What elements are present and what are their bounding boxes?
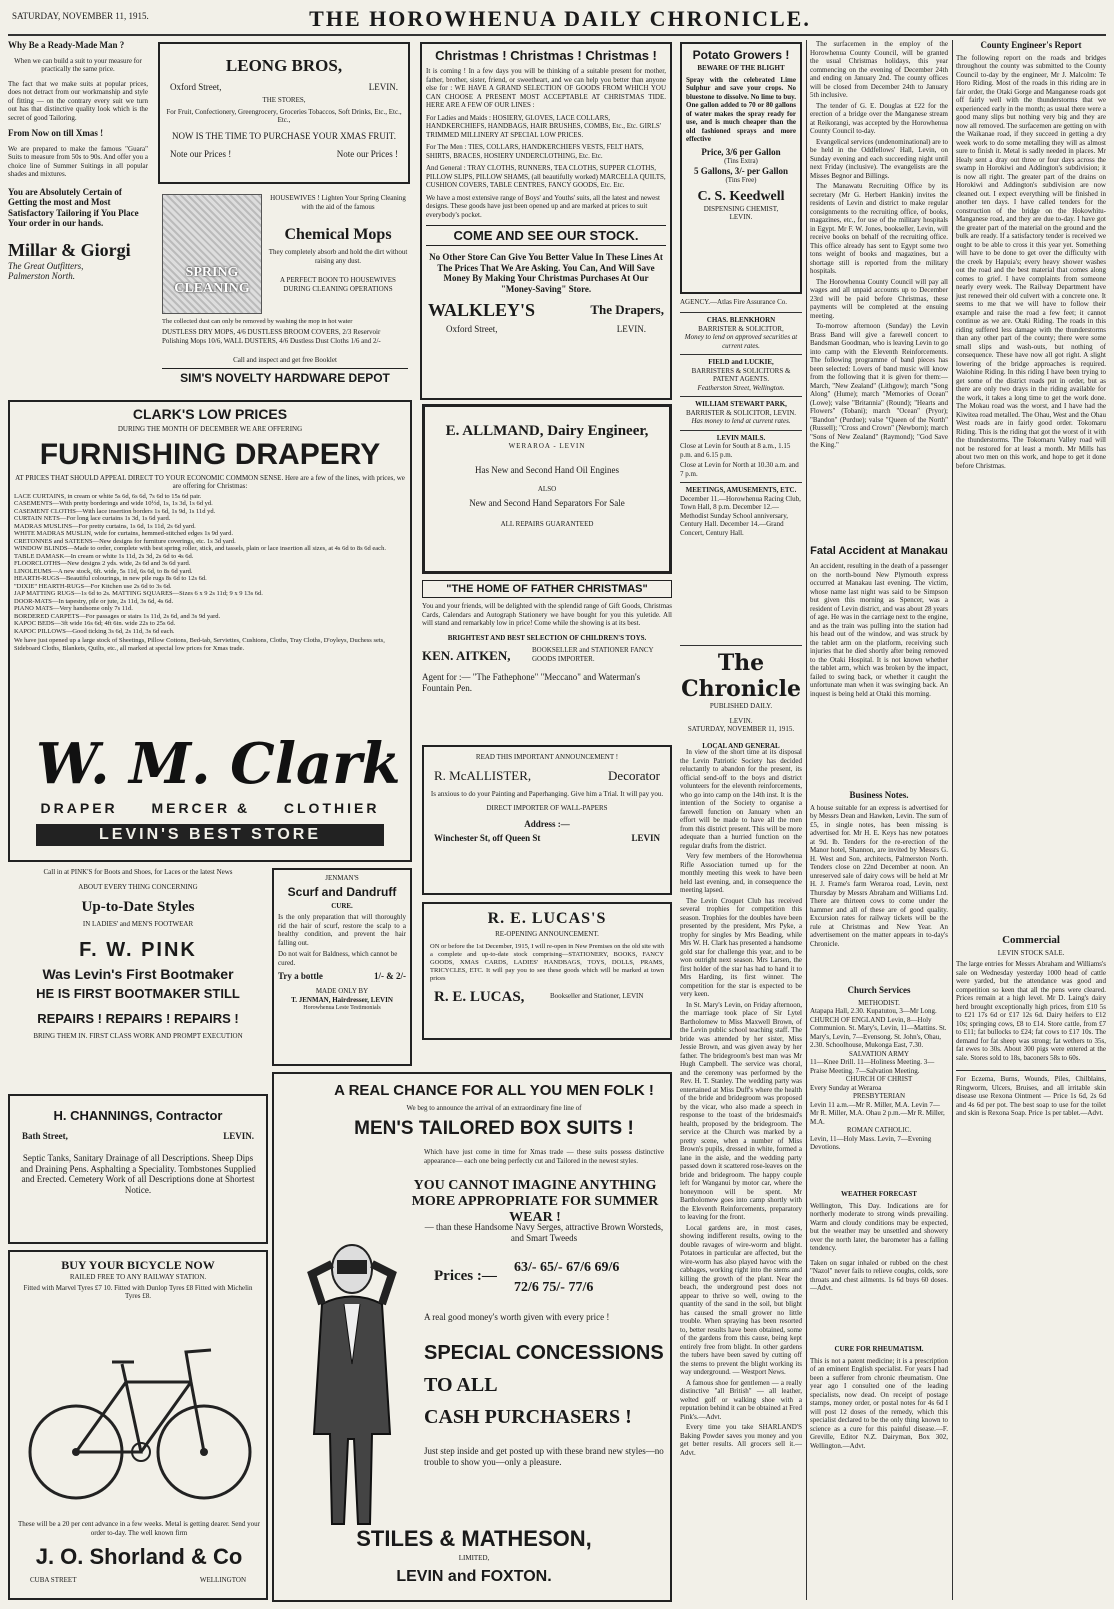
mops-perfect: A PERFECT BOON TO HOUSEWIVES DURING CLEANING OPERATIONS — [280, 276, 396, 293]
walkley-name: WALKLEY'S — [428, 300, 536, 320]
clark-list-item: LACE CURTAINS, in cream or white 5s 6d, 6s 6d, 7s 6d to 15s 6d pair. — [14, 492, 202, 500]
news-paragraph: The Horowhenua County Council will pay all wages and all unpaid accounts up to December 23rd will be paid before Christmas, these payments will be completed at the ensuing meeting. — [810, 277, 948, 320]
clark-list-item: "DIXIE" HEARTH-RUGS—For Kitchen use 2s 6d to 3s 6d. — [14, 582, 172, 590]
stiles-sp1: SPECIAL CONCESSIONS — [424, 1342, 664, 1364]
pink-in: IN LADIES' and MEN'S FOOTWEAR — [82, 920, 194, 928]
clark-list-item: CASEMENTS—With pretty borderings and wide 10½d, 1s, 1s 3d, 1s 6d yd. — [14, 500, 213, 507]
ad-clarks — [8, 400, 412, 862]
bicycle-railed: RAILED FREE TO ANY RAILWAY STATION. — [69, 1273, 207, 1281]
millar-certain: You are Absolutely Certain of Getting the most and Most Satisfactory Tailoring if You Place Your order in our hands. — [8, 186, 139, 228]
spring-cleaning-image: SPRING CLEANING — [162, 194, 262, 314]
mcallister-town: LEVIN — [631, 833, 660, 843]
stiles-ann: We beg to announce the arrival of an extraordinary fine line of — [406, 1104, 582, 1112]
leong-street: Oxford Street, — [170, 82, 222, 92]
chronicle-town: LEVIN. — [729, 716, 753, 725]
rheum-body: This is not a patent medicine; it is a prescription of an eminent English specialist. For years I had been a sufferer from chronic rheumatism. One year ago I consulted one of the leading specialists, now dead. On receipt of postage stamps, money order, or postal notes for 4s 6d I will post 12 doses of the remedy, which this specialist declared to be the only thing known to science as a cure for this painful disease.—F. Greville, Editor N.Z. Dairyman, Box 302, Wellington.—Advt. — [810, 1356, 948, 1450]
mcallister-street: Winchester St, off Queen St — [434, 833, 541, 843]
jenman-cure: CURE. — [331, 901, 353, 910]
county-engineer — [956, 40, 1106, 930]
ad-allmand — [422, 404, 672, 574]
news-paragraph: The Manawatu Recruiting Office by its secretary (Mr G. Herbert Hankin) invites the residents of Levin and district to make regular consignments to the recruiting office, of books, magazines, etc., for use of the military hospitals in Egypt. Mr F. W. Jones, bookseller, Levin, will receive books on behalf of the recruiting office. This office already has sent to Egypt some two tons weight of books and magazines, but a shortage still is reported from the military hospitals. — [810, 182, 948, 275]
lawyer-1-note: Money to lend on approved securities at current rates. — [684, 333, 798, 350]
channings-body: Septic Tanks, Sanitary Drainage of all Descriptions. Sheep Dips and Draining Pens. Asphalting a Speciality. Tombstones Supplied and Erected. Cemetery Work of all Descriptions done at Shortest Notice. — [20, 1153, 256, 1195]
fatal-head: Fatal Accident at Manakau — [810, 545, 948, 557]
clark-role-clothier: CLOTHIER — [283, 800, 380, 816]
clark-drapery: FURNISHING DRAPERY — [39, 437, 381, 471]
leong-name: LEONG BROS, — [225, 56, 343, 75]
mops-shop: SIM'S NOVELTY HARDWARE DEPOT — [162, 368, 408, 385]
ad-mcallister — [422, 745, 672, 895]
chronicle-title: The Chronicle — [681, 650, 801, 702]
lucas-sig: R. E. LUCAS, — [434, 988, 525, 1005]
mcallister-role: Decorator — [608, 767, 660, 783]
clark-list-item: TABLE DAMASK—In cream or white 1s 11d, 2s 3d, 2s 6d to 4s 6d. — [14, 552, 194, 560]
bicycle-head: BUY YOUR BICYCLE NOW — [61, 1258, 215, 1272]
clark-list-item: DOOR-MATS—In tapestry, pile or jute, 2s 11d, 3s 6d, 4s 6d. — [14, 597, 174, 605]
lawyer-3-title: BARRISTER & SOLICITOR, LEVIN. — [685, 408, 797, 417]
stiles-head: A REAL CHANCE FOR ALL YOU MEN FOLK ! — [334, 1082, 654, 1099]
allmand-name: E. ALLMAND, Dairy Engineer, — [445, 423, 649, 439]
potato-name: C. S. Keedwell — [697, 188, 785, 204]
jenman-note: Do not wait for Baldness, which cannot be cured. — [278, 950, 398, 967]
clark-list — [14, 493, 406, 653]
channings-name: H. CHANNINGS, Contractor — [53, 1108, 223, 1123]
church-pres: PRESBYTERIAN — [852, 1092, 906, 1100]
stiles-than: — than these Handsome Navy Serges, attractive Brown Worsteds, and Smart Tweeds — [424, 1222, 664, 1243]
lucas-name: R. E. LUCAS'S — [487, 910, 607, 927]
clark-low: CLARK'S LOW PRICES — [132, 406, 288, 422]
millar-head: Why Be a Ready-Made Man ? — [8, 40, 125, 50]
stiles-prices-row2: 72/6 75/- 77/6 — [514, 1280, 594, 1295]
church-rc-body: Levin, 11—Holy Mass. Levin, 7—Evening Devotions. — [810, 1134, 932, 1151]
millar-firm: Millar & Giorgi — [8, 239, 131, 260]
clark-list-item: FLOORCLOTHS—New designs 2 yds. wide, 2s 6d and 3s 6d yard. — [14, 560, 191, 567]
lawyer-2-name: FIELD and LUCKIE, — [680, 354, 802, 367]
church-salv: SALVATION ARMY — [848, 1049, 910, 1058]
allmand-town: WERAROA - LEVIN — [508, 442, 586, 450]
clark-role-draper: DRAPER — [40, 800, 118, 816]
stiles-sp3: CASH PURCHASERS ! — [424, 1406, 632, 1428]
walkley-drapers: The Drapers, — [590, 302, 664, 317]
business-head: Business Notes. — [849, 790, 909, 800]
leong-goods: For Fruit, Confectionery, Greengrocery, Groceries Tobaccos, Soft Drinks, Etc., Etc., Etc., — [166, 107, 402, 124]
stiles-title: MEN'S TAILORED BOX SUITS ! — [354, 1118, 634, 1139]
clark-during: DURING THE MONTH OF DECEMBER WE ARE OFFERING — [117, 425, 303, 433]
allmand-l3: New and Second Hand Separators For Sale — [469, 497, 625, 508]
local-paragraph: Very few members of the Horowhenua Rifle Association turned up for the monthly meeting this week to have been held last evening, and, in consequence the meeting lapsed. — [680, 852, 802, 894]
news-paragraph: Evangelical services (undenominational) are to be held in the Oddfellows' Hall, Levin, on Sunday evening and each succeeding night until next Friday (inclusive). The evangelists are the Misses Begnor and Billings. — [810, 137, 948, 180]
pink-is: HE IS FIRST BOOTMAKER STILL — [36, 985, 240, 1001]
mcallister-read: READ THIS IMPORTANT ANNOUNCEMENT ! — [475, 753, 619, 761]
ad-lucas — [422, 902, 672, 1040]
chronicle-local: LOCAL AND GENERAL — [702, 741, 780, 750]
potato-tins: (Tins Extra) — [724, 157, 758, 165]
allmand-l1: Has New and Second Hand Oil Engines — [475, 464, 619, 475]
stiles-prices — [434, 1260, 664, 1300]
pink-name: F. W. PINK — [79, 938, 197, 961]
clark-roles — [16, 800, 404, 816]
clark-best: LEVIN'S BEST STORE — [36, 824, 384, 846]
local-paragraph: In view of the short time at its disposal the Levin Patriotic Society has decided reluctantly to abandon for the present, its official send-off to the boys and district volunteers for the eleventh reinforcements, who go into camp on the 14th inst. It is the intention of the Society to organise a farewell function on January when an effort will be made to have all the men from this district present. This will be more adequate than a hurried function on the regular drafts from the district. — [680, 748, 802, 850]
clark-list-item: LINOLEUMS—A new stock, 6ft. wide, 5s 11d, 6s 6d, to 8s 6d yard. — [14, 567, 193, 575]
walkley-town: LEVIN. — [616, 324, 646, 334]
lawyer-1-name: CHAS. BLENKHORN — [680, 312, 802, 325]
stock-sale-head: LEVIN STOCK SALE. — [997, 948, 1065, 957]
lawyer-3-note: Has money to lend at current rates. — [691, 417, 791, 425]
clark-list-item: MADRAS MUSLINS—For pretty curtains, 1s 6d, 1s 11d, 2s 6d yard. — [14, 522, 196, 530]
jenman-maker: T. JENMAN, Hairdresser, LEVIN — [291, 995, 393, 1004]
chronicle-date: SATURDAY, NOVEMBER 11, 1915. — [687, 725, 795, 733]
bicycle-town: WELLINGTON — [199, 1576, 246, 1584]
walkley-general: And General : TRAY CLOTHS, RUNNERS, TEA CLOTHS, SUPPER CLOTHS, PILLOW SLIPS, PILLOW SHAMS, (all beautifully worked) MARCELLA QUILTS, CUSHION COVERS, TABLE CENTRES, FANCY GOODS, Etc. Etc. — [426, 164, 666, 189]
leong-note-right: Note our Prices ! — [336, 149, 398, 159]
lucas-role: Bookseller and Stationer, LEVIN — [550, 991, 644, 1000]
column-legal — [680, 312, 802, 642]
stiles-real: A real good money's worth given with every price ! — [424, 1312, 610, 1322]
allmand-l4: ALL REPAIRS GUARANTEED — [500, 520, 594, 528]
jenman-title: Scurf and Dandruff — [287, 884, 397, 899]
potato-body: Spray with the celebrated Lime Sulphur and save your crops. No bluestone to dissolve. No lime to buy. One gallon added to 70 or 80 gallons of water makes the spray ready for use, and is much cheaper than the old fashioned sprays and more effective — [686, 75, 796, 143]
ad-leong-bros — [158, 42, 410, 184]
masthead-title: THE HOROWHENUA DAILY CHRONICLE. — [309, 6, 811, 31]
clark-list-item: CASEMENT CLOTHS—With lace insertion borders 1s 6d, 1s 9d, 1s 11d yd. — [14, 507, 216, 515]
ad-aitken — [422, 580, 672, 740]
news-column — [810, 40, 948, 540]
jenman-top: JENMAN'S — [325, 874, 359, 882]
clark-stock: We have just opened up a large stock of Sheetings, Pillow Cottons, Bed-tab, Serviettes, Cushions, Cloths, Tray Cloths, D'oyleys, Duchess sets, Sideboard Cloths, Blankets, Quilts, etc., all marked at special low prices for Xmas trade. — [14, 637, 385, 652]
church-pres-body: Levin 11 a.m.—Mr R. Miller, M.A. Levin 7—Mr R. Miller, M.A. Ohau 2 p.m.—Mr R. Miller, M.A. — [810, 1100, 945, 1126]
mops-intro: HOUSEWIVES ! Lighten Your Spring Cleaning with the aid of the famous — [270, 194, 406, 211]
stock-sale-body: The large entries for Messrs Abraham and Williams's sale on Wednesday yesterday 1000 head of cattle were yarded, but the attendance was good and competition so keen that all the pens were cleared. Prices remain at a high level. Mr D. Laing's dairy herd brought exceptionally high prices, from £10 5s to £21 17s 6d or £17 12s 6d. Dairy heifers to £12 10s; springing cows, £8 to £14. Store cattle, from £7 to £11; fat bullocks to £24; fat cows to £17 10s. The demand for fat sheep was strong; fat wethers to 35s, fat ewes to 30s. About 300 pigs were entered at the sale. Stores sold to 18s, baconers 58s to 60s. — [956, 960, 1106, 1062]
millar-town: Palmerston North. — [8, 271, 76, 281]
walkley-men: For The Men : TIES, COLLARS, HANDKERCHIEFS VESTS, FELT HATS, SHIRTS, BRACES, HOSIERY UNDERCLOTHING, Etc. Etc. — [426, 143, 644, 160]
walkley-head: Christmas ! Christmas ! Christmas ! — [435, 48, 657, 63]
ad-sims-mops — [158, 190, 410, 395]
clark-list-item: BORDERED CARPETS—For passages or stairs 1s 11d, 2s 6d, and 3s 9d yard. — [14, 612, 221, 620]
millar-p2: The fact that we make suits at popular prices, does not detract from our workmanship and style of fitting — on the contrary every suit we turn out has that distinctive quality look which is the secret of good Tailoring. — [8, 79, 148, 122]
lawyer-2-note: Featherston Street, Wellington. — [697, 383, 785, 392]
clark-signature: W. M. Clark — [36, 731, 401, 797]
bicycle-name: J. O. Shorland & Co — [35, 1544, 243, 1569]
church-meth-body: Atapapa Hall, 2.30. Kupatutou, 3—Mr Long. CHURCH OF ENGLAND Levin, 8—Holy Communion. St. Mary's, Levin, 11—Mattins. St. Mary's, Levin, 7—Evensong. St. John's, Ohau, 2.30. Schoolhouse, Mukonga East, 7.30. — [810, 1007, 947, 1049]
clark-list-item: KAPOC BEDS—3ft wide 16s 6d; 4ft 6in. wide 22s to 25s 6d. — [14, 620, 176, 627]
potato-agency: AGENCY.—Atlas Fire Assurance Co. — [680, 298, 788, 306]
church-christ: CHURCH OF CHRIST — [845, 1075, 913, 1083]
pink-call: Call in at PINK'S for Boots and Shoes, for Laces or the latest News — [43, 868, 233, 876]
church-services — [810, 985, 948, 1185]
fatal-body: An accident, resulting in the death of a passenger on the north-bound New Plymouth express occurred at Manakau last evening. The victim, whose name last night was said to be Simpson but given this morning as Spencer, was a resident of Levin district, and was about 28 years of age. He was in the carriage next to the engine, and as the train was pulling into the station had his head out of the window, and was struck by the tablet arm on the platform, receiving such injuries that he died shortly after being removed to the Otaki Hospital. It is not known whether the tablet arm, which was broken by the impact, failed to swing back, or whether it caught the unfortunate man when it was swinging back. An inquest is being held at Otaki this morning. — [810, 562, 948, 698]
aitken-body: You and your friends, will be delighted with the splendid range of Gift Goods, Christmas Cards, Calendars and Autograph Stationery we have bought for you this yuletide. All will stand and remarkably low in price! Come while the showing is at its best. — [422, 602, 672, 627]
meetings-body: December 11.—Horowhenua Racing Club, Town Hall, 8 p.m. December 12.—Methodist Sunday School anniversary, Century Hall. December 14.—Grand Concert, Century Hall. — [680, 494, 801, 537]
allmand-l2: ALSO — [537, 485, 557, 493]
mops-prices: DUSTLESS DRY MOPS, 4/6 DUSTLESS BROOM COVERS, 2/3 Reservoir Polishing Mops 10/6, WALL DUSTERS, 4/6 Dustless Dust Cloths 1/6 and 2/- — [162, 328, 381, 345]
local-paragraph: Every time you take SHARLAND'S Baking Powder saves you money and you get better results. All grocers sell it.—Advt. — [680, 1423, 802, 1457]
engineer-head: County Engineer's Report — [980, 40, 1082, 50]
mcallister-anx: Is anxious to do your Painting and Paperhanging. Give him a Trial. It will pay you. — [430, 789, 664, 798]
clark-list-item: CRETONNES and SATEENS—New designs for furniture coverings, etc. 1s 3d yard. — [14, 537, 236, 545]
weather-head: WEATHER FORECAST — [841, 1190, 917, 1198]
mops-call: Call and inspect and get free Booklet — [233, 356, 337, 364]
stiles-desc: Which have just come in time for Xmas trade — these suits possess distinctive appearance— each one being perfectly cut and Tailored in the newest styles. — [424, 1148, 664, 1165]
walkley-ladies: For Ladies and Maids : HOSIERY, GLOVES, LACE COLLARS, HANDKERCHIEFS, HANDBAGS, HAIR BRUSHES, COMBS, Etc., Etc. GIRLS' TRIMMED MILLINERY AT SPECIAL LOW PRICES. — [426, 113, 662, 139]
mails-head: LEVIN MAILS. — [680, 430, 802, 443]
ad-potato-growers — [680, 42, 802, 294]
rheum-head: CURE FOR RHEUMATISM. — [834, 1345, 924, 1353]
jenman-body: Is the only preparation that will thoroughly rid the hair of scurf, restore the scalp to a healthy condition, and prevent the hair falling out. — [278, 913, 406, 947]
church-rc: ROMAN CATHOLIC. — [846, 1126, 912, 1134]
local-paragraph: In St. Mary's Levin, on Friday afternoon, the marriage took place of Sir Lytel Bartholomew to Miss Maxwell Brown, of the Levin public school teaching staff. The bride was attended by her sister, Miss Jessie Brown, and was given away by her father. The bridegroom's best man was Mr Hugh Campbell. The service was choral, and the ceremony was performed by the Rev. H. T. Stanley. The wedding party was entertained at Miss Duff's where the health of the bride and bridegroom was proposed by the vicar, who also made a speech in response to the toast of the bridesmaid's health, proposed by the bridegroom. The service at the Church was marked by a pretty scene, when a number of Miss Brown's pupils, dressed in white, formed a lane in the aisle, and the wedding party passed down it scattered rose-leaves on the bride and bridegroom. The happy couple left for Wanganui by motor car, where the honeymoon will be spent. Mr Bartholomew goes into camp shortly with the Eleventh Reinforcements, preparatory to leaving for the front. — [680, 1000, 802, 1221]
bicycle-fit: Fitted with Marvel Tyres £7 10. Fitted with Dunlop Tyres £8 Fitted with Michelin Tyres £8. — [23, 1283, 253, 1300]
potato-tinfree: (Tins Free) — [725, 176, 757, 184]
ad-channings — [8, 1094, 268, 1244]
stiles-ltd: LIMITED, — [458, 1554, 490, 1562]
news-paragraph: The surfacemen in the employ of the Horowhenua County Council, will be granted the usual Christmas holidays, this year commencing on the evening of December 24th and ending on January 2nd. The county offices will be closed from December 24th to January 5th inclusive. — [810, 40, 948, 99]
mops-desc: They completely absorb and hold the dirt without raising any dust. — [268, 248, 408, 265]
mcallister-direct: DIRECT IMPORTER OF WALL-PAPERS — [486, 804, 608, 812]
ad-millar-giorgi — [8, 40, 148, 390]
man-with-binoculars-illustration — [282, 1234, 422, 1534]
bicycle-note: These will be a 20 per cent advance in a few weeks. Metal is getting dearer. Send your order to-day. The well known firm — [18, 1520, 260, 1537]
jenman-price: 1/- & 2/- — [374, 971, 406, 981]
news-paragraph: The tender of G. E. Douglas at £22 for the erection of a bridge over the Manganese stream at Reikorangi, was accepted by the Horowhenua County Council to-day. — [810, 101, 948, 135]
leong-town: LEVIN. — [368, 82, 398, 92]
masthead-date: SATURDAY, NOVEMBER 11, 1915. — [12, 11, 149, 21]
meetings-head: MEETINGS, AMUSEMENTS, ETC. — [680, 482, 802, 495]
aitken-head: "THE HOME OF FATHER CHRISTMAS" — [422, 580, 672, 598]
pink-bring: BRING THEM IN. FIRST CLASS WORK AND PROMPT EXECUTION — [33, 1031, 243, 1040]
ad-walkleys — [420, 42, 672, 400]
clark-list-item: WHITE MADRAS MUSLIN, wide for curtains, hemmed-stitched edges 1s 9d yard. — [14, 530, 233, 537]
lawyer-1-title: BARRISTER & SOLICITOR, — [698, 324, 784, 333]
masthead — [10, 6, 1104, 34]
clark-list-item: CURTAIN NETS—For long lace curtains 1s 3d, 1s 6d yard. — [14, 515, 171, 522]
church-meth: METHODIST. — [858, 998, 900, 1007]
stiles-step: Just step inside and get posted up with these brand new styles—no trouble to show you—only a pleasure. — [424, 1446, 664, 1467]
millar-sub: The Great Outfitters, — [8, 260, 84, 271]
commercial — [956, 935, 1106, 1565]
jenman-made: MADE ONLY BY — [315, 987, 369, 995]
potato-beware: BEWARE OF THE BLIGHT — [697, 64, 785, 72]
clark-list-item: HEARTH-RUGS—Beautiful colourings, in new pile rugs 8s 6d to 12s 6d. — [14, 575, 207, 582]
mcallister-addr: Address :— — [524, 818, 570, 829]
pink-upto: Up-to-Date Styles — [81, 899, 195, 915]
weather-body: Wellington, This Day. Indications are for northerly moderate to strong winds prevailing. Warm and cloudy conditions may be expected, but the weather may be unsettled and showery over the north later, the barometer has a falling tendency. — [810, 1201, 948, 1252]
local-paragraph: A famous shoe for gentlemen — a really distinctive "all British" — all leather, welted golf or walking shoe with a reputation behind it can be obtained at Fred Pink's.—Advt. — [680, 1378, 802, 1421]
clark-logo — [16, 731, 404, 854]
potato-price: Price, 3/6 per Gallon — [701, 146, 781, 157]
church-salv-body: 11—Knee Drill. 11—Holiness Meeting. 3—Praise Meeting. 7—Salvation Meeting. — [810, 1058, 935, 1075]
stiles-sp2: TO ALL — [424, 1374, 498, 1396]
stiles-prices-label: Prices :— — [434, 1268, 497, 1284]
millar-p1: When we can build a suit to your measure for practically the same price. — [14, 56, 142, 73]
local-paragraph: The Levin Croquet Club has received several trophies for competition this season. Trophies for the doubles have been presented by the president, Mrs Pyke, a trophy for singles by Mrs Beading, while Mrs W. H. Clark has presented a handsome gold star for challenge this year, and to be won outright next season. Mrs Larsen, the first holder of the star has had to hand it to Mrs Harding, its first winner. The competition for the star is expected to be very keen. — [680, 896, 802, 998]
stiles-towns: LEVIN and FOXTON. — [396, 1568, 552, 1585]
potato-chem: DISPENSING CHEMIST, — [703, 204, 779, 213]
ad-jenman — [272, 868, 412, 1066]
channings-town: LEVIN. — [223, 1131, 254, 1141]
potato-head: Potato Growers ! — [692, 48, 790, 62]
eczema-ad: For Eczema, Burns, Wounds, Piles, Chilblains, Ringworm, Ulcers, Bruises, and all irritable skin disease use Rexona Ointment — Price 1s 6d, 2s 6d and 4s 6d per pot. The best soap to use for the toilet and skin is Rexona Soap. Price 1s per tablet.—Advt. — [956, 1070, 1106, 1118]
clark-list-item: JAP MATTING RUGS—1s 6d to 2s. MATTING SQUARES—Sizes 6 x 9 2s 11d; 9 x 9 13s 6d. — [14, 590, 263, 597]
clark-list-item: PIANO MATS—Very handsome only 7s 11d. — [14, 605, 133, 612]
mops-title: Chemical Mops — [284, 226, 392, 243]
bicycle-illustration — [26, 1312, 254, 1512]
jenman-agent: Horowhenua Leste Testimonials — [303, 1005, 381, 1011]
channings-street: Bath Street, — [22, 1131, 68, 1141]
walkley-intro: It is coming ! In a few days you will be thinking of a suitable present for mother, father, brother, sister, friend, or sweetheart, and we can help you better than anyone else for : WE HAVE A GRAND SELECTION OF GOODS FROM WHICH YOU CAN CHOOSE A PRESENT MOST ACCEPTABLE AT CHRISTMAS TIDE. HERE ARE A FEW OF OUR LINES : — [426, 67, 666, 109]
walkley-street: Oxford Street, — [446, 324, 498, 334]
stiles-name: STILES & MATHESON, — [356, 1526, 592, 1551]
pink-rep: REPAIRS ! REPAIRS ! REPAIRS ! — [37, 1010, 239, 1026]
leong-stores: THE STORES, — [262, 96, 306, 104]
potato-town: LEVIN. — [729, 213, 753, 221]
potato-gal: 5 Gallons, 3/- per Gallon — [693, 165, 789, 176]
fatal-accident — [810, 545, 948, 785]
chronicle-nameplate — [680, 645, 802, 750]
millar-now: From Now on till Xmas ! — [8, 128, 104, 138]
walkley-come: COME AND SEE OUR STOCK. — [426, 225, 666, 246]
engineer-body: The following report on the roads and bridges throughout the county was submitted to the County Council to-day by the engineer, Mr J. Malcolm: Te Horo Riding. Most of the roads in this riding are in fair order, the Otaki Gorge and Manganese roads got off fairly well with the thunderstorms that we experienced early in the month; as usual there were a good many slips but nothing very big and they are now all removed. The surfacemen are getting on with the Waikanae road, if they succeed in getting a dry week work to do some metalling they will as almost sure to finish it. Metal is sadly needed in places. Mr Healy sent a dray out three or four days across the swamp in Horokiwi and Addington's subdivision; it is now all right. The greater part of the drains on Horokiwi and Addington's subdivision are now cleaned out. I expect everything will be finished in another ten days. I have called tenders for the construction of the bridge on the Hokowhitu-Manganese road, and they are due to-day. I have got the greater part of the material on the ground and the bulk are ready. If a satisfactory tender is received we ought to be able to cross it this year yet. Something will have to be done to get over the difficulty with the creek by Hapuia's; every heavy shower washes out the road and the best material that comes along comes to grief. I have complaints from someone nearly every week. The Railway Department have just renewed their old culvert with a concrete one. It seems to me that we will have to follow their example and raise the road a few feet; it cannot continue as we are. Otaki Riding. The roads in this riding suffered less damage with the thunderstorms than any other part of the county; there were some small slips and wash-outs, but nothing of consequence. These have now all got right. A slight lowering of the bridge approaches is required. Waiohine Riding. In this riding I have been trying to get some of the district roads put in order, but as there are only two drays in the riding available for the work, it takes a long time to get the work done. The Mokau road was the worst, and I have had the Kiwitea road metalled. The Ohau, West and the Ohau West roads are in fairly good order. Tokomaru Riding. This is the riding that got the worst of it with the thunderstorms. The Tokomaru Valley road will not be restored for at least a month. Mr Mills has about two men on this work, and hope to get it done before Christmas. — [956, 53, 1106, 470]
local-and-general — [680, 748, 802, 1603]
mcallister-name: R. McALLISTER, — [434, 767, 532, 783]
aitken-agent: Agent for :— "The Fathephone" "Meccano" and Waterman's Fountain Pen. — [422, 672, 641, 693]
jenman-try: Try a bottle — [278, 971, 323, 981]
ad-shorland-bicycle — [8, 1250, 268, 1600]
ad-pink — [8, 868, 268, 1088]
pink-was: Was Levin's First Bootmaker — [42, 965, 234, 982]
pink-about: ABOUT EVERY THING CONCERNING — [78, 882, 198, 891]
lawyer-3-name: WILLIAM STEWART PARK, — [680, 396, 802, 409]
local-paragraph: Local gardens are, in most cases, showing indifferent results, owing to the double ravages of wire-worm and blight. Potatoes in particular are affected, but the wire-worm has also played havoc with the cabbages, working right into the stems and killing the growth of the plant. Near the beach, the underground pest does not appear to thrive so well, owing to the quantity of the sand in the soil, but blight has caused the small grower no little trouble. When spraying has been resorted to, better results have been obtained, some of the gardens from this cause, being kept entirely free from blight. In other gardens the tubers have been saved by cutting off the stems to prevent the blight working its way underground. — Westport News. — [680, 1223, 802, 1376]
clark-list-item: WINDOW BLINDS—Made to order, complete with best spring roller, stick, and tassels, plain or lace insertion all sizes, at 4s 6d to 8s 6d each. — [14, 545, 386, 552]
clark-list-item: KAPOC PILLOWS—Good ticking 3s 6d, 2s 11d, 3s 6d each. — [14, 627, 175, 635]
stiles-cannot: YOU CANNOT IMAGINE ANYTHING MORE APPROPRIATE FOR SUMMER WEAR ! — [411, 1178, 659, 1225]
cure-rheumatism — [810, 1345, 948, 1600]
lawyer-2-title: BARRISTERS & SOLICITORS & PATENT AGENTS. — [691, 366, 791, 383]
mops-small: The collected dust can only be removed by washing the mop in hot water — [162, 318, 353, 325]
church-christ-body: Every Sunday at Weraroa — [810, 1083, 882, 1092]
clark-role-mercer: MERCER & — [151, 800, 251, 816]
bicycle-street: CUBA STREET — [30, 1576, 77, 1584]
mails-south: Close at Levin for South at 8 a.m., 1.15 p.m. and 6.15 p.m. — [680, 442, 791, 459]
millar-p3: We are prepared to make the famous "Guara" Suits to measure from 50s to 90s. And offer you a choice line of Summer Suitings in all popular shades and mixtures. — [8, 144, 148, 178]
leong-note-left: Note our Prices ! — [170, 149, 232, 159]
stiles-prices-row1: 63/- 65/- 67/6 69/6 — [514, 1260, 620, 1275]
aitken-sel: BRIGHTEST AND BEST SELECTION OF CHILDREN'S TOYS. — [447, 633, 647, 642]
news-paragraph: To-morrow afternoon (Sunday) the Levin Brass Band will give a farewell concert to Bandsman Goodman, who is leaving Levin to go into camp with the Eleventh Reinforcements. The following programme of band pieces has been selected: Lovers of band music will know from the following that it is given for them:—March, "New Zealand" (Lithgow); march "Song Along" (Hume); march "Memories of Ocean" (Lowe); valse "Britannia" (Round); "Hearts and Flowers" (Tobani); march "Ocean" (Pryor); "Bandon" (Purdue); valse "Queen of the North" (Russell); "Cross and Crown" (Newborn); march "Sons of New Zealand" (Raymond); "God Save the King." — [810, 322, 948, 449]
leong-now: NOW IS THE TIME TO PURCHASE YOUR XMAS FRUIT. — [172, 130, 396, 141]
ad-stiles-matheson — [272, 1072, 672, 1602]
aitken-name: KEN. AITKEN, — [422, 648, 511, 663]
church-head: Church Services — [847, 985, 911, 995]
clark-intro: AT PRICES THAT SHOULD APPEAL DIRECT TO YOUR ECONOMIC COMMON SENSE. Here are a few of the lines, with prices, we are offering for Christmas: — [15, 473, 405, 490]
weather-forecast — [810, 1190, 948, 1340]
lucas-body: ON or before the 1st December, 1915, I will re-open in New Premises on the old site with a complete and up-to-date stock comprising—STATIONERY, BOOKS, FANCY GOODS, XMAS CARDS, LADIES' HANDBAGS, TOYS, DOLLS, PRAMS, TRICYCLES, ETC. It will pay you to see these goods which will be marked at town prices — [430, 942, 664, 982]
mails-north: Close at Levin for North at 10.30 a.m. and 7 p.m. — [680, 461, 799, 478]
commercial-head: Commercial — [1002, 934, 1060, 946]
lucas-re: RE-OPENING ANNOUNCEMENT. — [495, 930, 599, 938]
aitken-role: BOOKSELLER and STATIONER FANCY GOODS IMPORTER. — [532, 646, 654, 663]
walkley-stock: We have a most extensive range of Boys' and Youths' suits, all the latest and newest designs. These goods have just been opened up and are marked at prices to suit everybody's pocket. — [426, 193, 660, 219]
business-body: A house suitable for an express is advertised for by Messrs Dean and Hawken, Levin. The sum of £5, in single notes, has been missing is advertised for. Mr H. E. Keys has new potatoes at 9d. lb. Tenders for the re-erection of the Manor hotel, Shannon, are invited by Messrs G. H. West and Son, architects, Palmerston North. Tenders close on 22nd December at noon. An unreserved sale of dairy cows will be held at Mr H. J. Frame's farm Weraroa road, Levin, next Thursday by Messrs Abraham and Williams Ltd. There are thirteen cows to come under the hammer and all of these are of good quality. Excursion rates for railway tickets will be the rule at Christmas and New Year. An advertisement on the matter appears in to-day's Chronicle. — [810, 803, 948, 948]
weather-sugar: Taken on sugar inhaled or rubbed on the chest "Nazol" never fails to relieve coughs, colds, sore throats and chest ailments. 1s 6d buys 60 doses.—Advt. — [810, 1258, 948, 1292]
business-notes — [810, 790, 948, 980]
walkley-bottom: No Other Store Can Give You Better Value In These Lines At The Prices That We Are Asking. You Can, And Will Save Money By Making Your Christmas Purchases At Our "Money-Saving" Store. — [429, 252, 663, 294]
chronicle-pub: PUBLISHED DAILY. — [709, 702, 773, 710]
